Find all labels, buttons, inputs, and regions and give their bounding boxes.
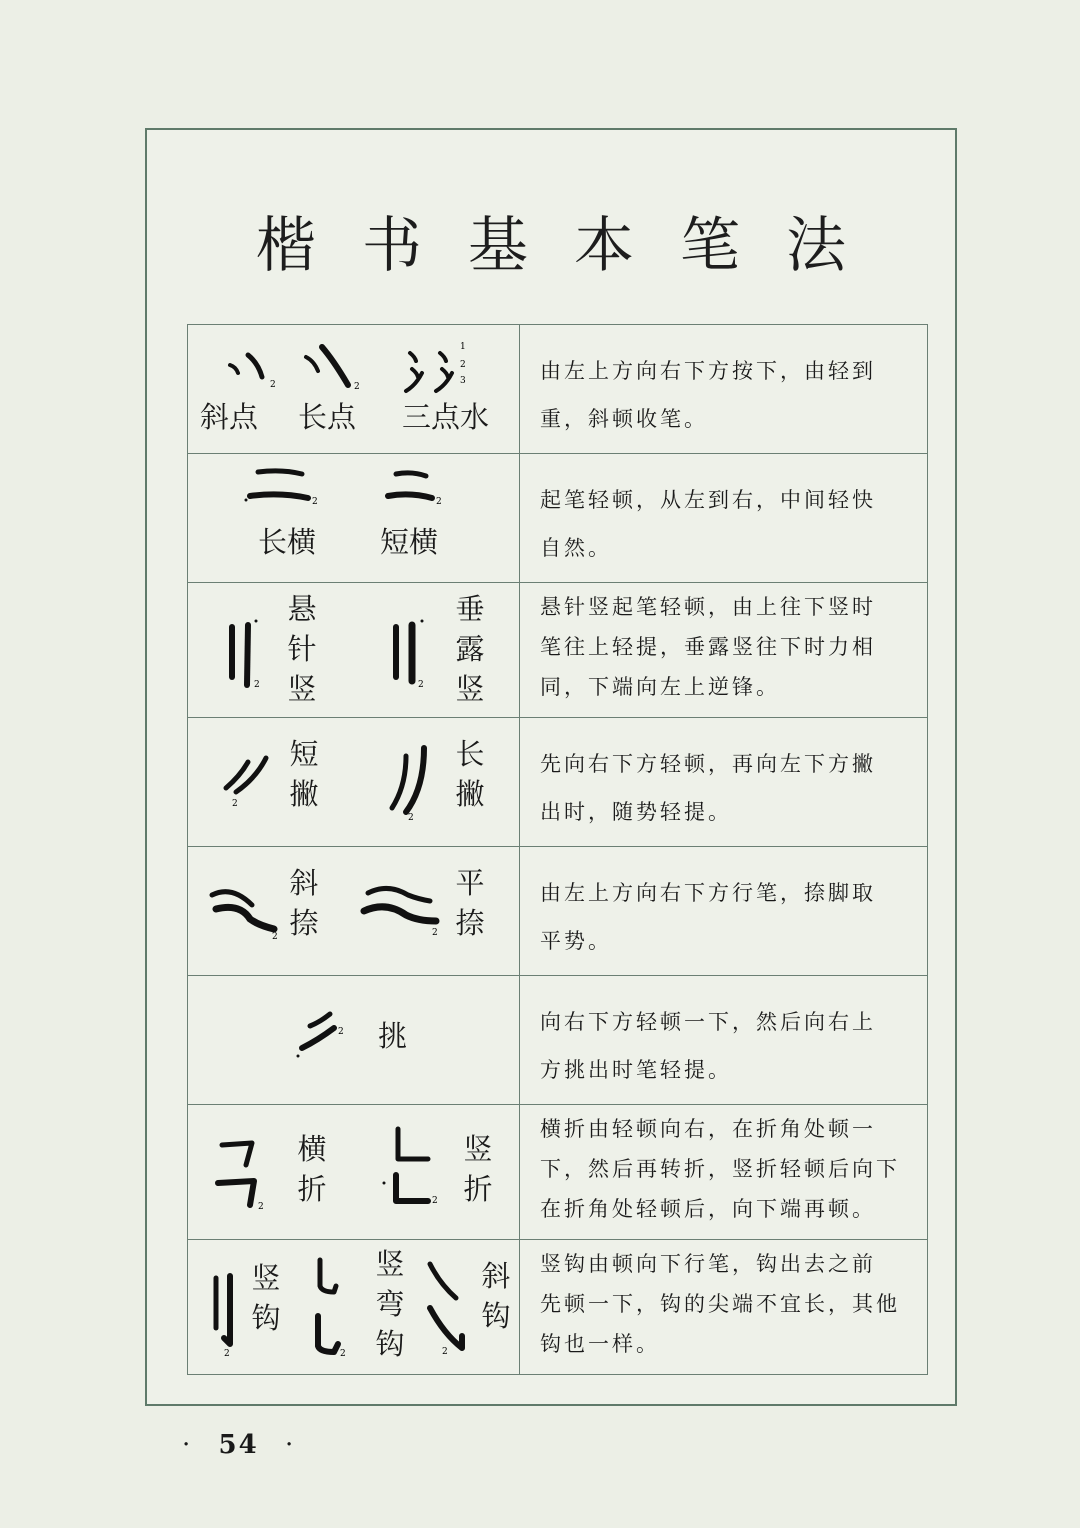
description-line: 自然。 bbox=[540, 536, 612, 560]
label-vertical-turn bbox=[462, 1129, 494, 1209]
description-line: 起笔轻顿，从左到右，中间轻快 bbox=[540, 488, 876, 512]
svg-text:2: 2 bbox=[338, 1027, 344, 1037]
svg-text:1: 1 bbox=[460, 342, 466, 352]
label-text: 平捺 bbox=[455, 866, 485, 940]
page-number-value: 54 bbox=[218, 1430, 259, 1460]
label-long-dot: 长点 bbox=[298, 400, 357, 434]
stroke-demo-cell bbox=[188, 976, 520, 1105]
vertical-hook-stroke bbox=[208, 1264, 248, 1364]
three-dot-water-stroke bbox=[400, 339, 490, 399]
stroke-table bbox=[187, 324, 928, 1375]
label-slant-right-falling bbox=[288, 863, 320, 943]
description-line: 竖钩由顿向下行笔，钩出去之前 bbox=[540, 1252, 876, 1276]
svg-text:2: 2 bbox=[272, 932, 278, 942]
stroke-description-cell bbox=[520, 583, 928, 718]
label-long-horizontal: 长横 bbox=[258, 525, 317, 559]
svg-text:2: 2 bbox=[432, 1196, 438, 1206]
description-line: 下，然后再转折，竖折轻顿后向下 bbox=[540, 1157, 900, 1181]
long-dot-stroke bbox=[302, 343, 372, 393]
table-row bbox=[188, 718, 928, 847]
description-line: 悬针竖起笔轻顿，由上往下竖时 bbox=[540, 595, 876, 619]
vertical-turn-stroke bbox=[378, 1119, 448, 1209]
long-left-falling-stroke bbox=[386, 742, 446, 822]
label-text: 悬针竖 bbox=[287, 592, 317, 706]
stroke-description-cell bbox=[520, 847, 928, 976]
stroke-description-cell bbox=[520, 1105, 928, 1240]
svg-text:2: 2 bbox=[460, 360, 466, 370]
long-horizontal-stroke bbox=[242, 466, 322, 506]
stroke-description-cell bbox=[520, 718, 928, 847]
stroke-demo-cell bbox=[188, 847, 520, 976]
label-text: 竖弯钩 bbox=[375, 1247, 405, 1361]
label-text: 竖钩 bbox=[251, 1261, 281, 1335]
description-line: 向右下方轻顿一下，然后向右上 bbox=[540, 1010, 876, 1034]
description-line: 横折由轻顿向右，在折角处顿一 bbox=[540, 1117, 876, 1141]
stroke-description-cell bbox=[520, 1240, 928, 1375]
table-row bbox=[188, 976, 928, 1105]
svg-text:2: 2 bbox=[432, 928, 438, 938]
stroke-demo-cell bbox=[188, 1105, 520, 1240]
page-dot-left: · bbox=[182, 1430, 193, 1460]
table-row bbox=[188, 454, 928, 583]
label-suspended-needle-vertical bbox=[286, 589, 318, 709]
page-title: 楷书基本笔法 bbox=[256, 211, 892, 281]
short-left-falling-stroke bbox=[222, 754, 282, 814]
label-slant-dot: 斜点 bbox=[200, 400, 259, 434]
label-short-horizontal: 短横 bbox=[380, 525, 439, 559]
table-row bbox=[188, 1240, 928, 1375]
slant-right-falling-stroke bbox=[204, 879, 294, 942]
label-horizontal-turn bbox=[296, 1129, 328, 1209]
table-row bbox=[188, 583, 928, 718]
svg-text:2: 2 bbox=[442, 1347, 448, 1357]
stroke-demo-cell bbox=[188, 325, 520, 454]
description-line: 先向右下方轻顿，再向左下方撇 bbox=[540, 752, 876, 776]
svg-text:2: 2 bbox=[312, 497, 318, 507]
label-flat-right-falling bbox=[454, 863, 486, 943]
hanging-dew-vertical-stroke bbox=[388, 611, 438, 691]
svg-text:2: 2 bbox=[340, 1349, 346, 1359]
stroke-demo-cell bbox=[188, 1240, 520, 1375]
stroke-description-cell bbox=[520, 325, 928, 454]
label-slant-hook bbox=[480, 1256, 512, 1336]
label-text: 垂露竖 bbox=[455, 592, 485, 706]
description-line: 先顿一下，钩的尖端不宜长，其他 bbox=[540, 1292, 900, 1316]
label-text: 长撇 bbox=[455, 737, 485, 811]
svg-text:2: 2 bbox=[258, 1202, 264, 1212]
label-vertical-hook bbox=[250, 1258, 282, 1338]
svg-text:2: 2 bbox=[224, 1349, 230, 1359]
page-frame bbox=[145, 128, 957, 1406]
description-line: 出时，随势轻提。 bbox=[540, 800, 732, 824]
label-vertical-bend-hook bbox=[374, 1244, 406, 1364]
svg-text:2: 2 bbox=[254, 680, 260, 690]
rising-stroke bbox=[292, 1006, 352, 1066]
page-number bbox=[182, 1430, 295, 1460]
table-row bbox=[188, 847, 928, 976]
flat-right-falling-stroke bbox=[358, 879, 448, 939]
page-dot-right: · bbox=[284, 1430, 296, 1460]
label-short-left-falling bbox=[288, 734, 320, 814]
vertical-bend-hook-stroke bbox=[306, 1252, 366, 1362]
label-text: 斜钩 bbox=[481, 1259, 511, 1333]
description-line: 同，下端向左上逆锋。 bbox=[540, 675, 780, 699]
table-row bbox=[188, 1105, 928, 1240]
label-text: 斜捺 bbox=[289, 866, 319, 940]
svg-text:2: 2 bbox=[436, 497, 442, 507]
table-row bbox=[188, 325, 928, 454]
slant-dot-stroke bbox=[224, 351, 284, 391]
suspended-needle-vertical-stroke bbox=[224, 611, 274, 691]
label-hanging-dew-vertical bbox=[454, 589, 486, 709]
label-text: 竖折 bbox=[463, 1132, 493, 1206]
slant-hook-stroke bbox=[420, 1254, 480, 1364]
label-three-dot-water: 三点水 bbox=[402, 400, 490, 434]
description-line: 钩也一样。 bbox=[540, 1332, 660, 1356]
stroke-demo-cell bbox=[188, 583, 520, 718]
label-rising: 挑 bbox=[378, 1019, 408, 1053]
description-line: 由左上方向右下方行笔，捺脚取 bbox=[540, 881, 876, 905]
horizontal-turn-stroke bbox=[212, 1133, 282, 1213]
description-line: 由左上方向右下方按下，由轻到 bbox=[540, 359, 876, 383]
short-horizontal-stroke bbox=[380, 466, 450, 506]
stroke-description-cell bbox=[520, 976, 928, 1105]
svg-text:2: 2 bbox=[418, 680, 424, 690]
description-line: 笔往上轻提，垂露竖往下时力相 bbox=[540, 635, 876, 659]
svg-text:3: 3 bbox=[460, 376, 466, 386]
stroke-demo-cell bbox=[188, 454, 520, 583]
label-text: 短撇 bbox=[289, 737, 319, 811]
svg-text:2: 2 bbox=[408, 813, 414, 823]
svg-text:2: 2 bbox=[354, 382, 360, 392]
description-line: 重，斜顿收笔。 bbox=[540, 407, 708, 431]
description-line: 在折角处轻顿后，向下端再顿。 bbox=[540, 1197, 876, 1221]
svg-text:2: 2 bbox=[270, 380, 276, 390]
description-line: 方挑出时笔轻提。 bbox=[540, 1058, 732, 1082]
stroke-demo-cell bbox=[188, 718, 520, 847]
svg-text:2: 2 bbox=[232, 799, 238, 809]
stroke-description-cell bbox=[520, 454, 928, 583]
label-long-left-falling bbox=[454, 734, 486, 814]
label-text: 横折 bbox=[297, 1132, 327, 1206]
description-line: 平势。 bbox=[540, 929, 612, 953]
